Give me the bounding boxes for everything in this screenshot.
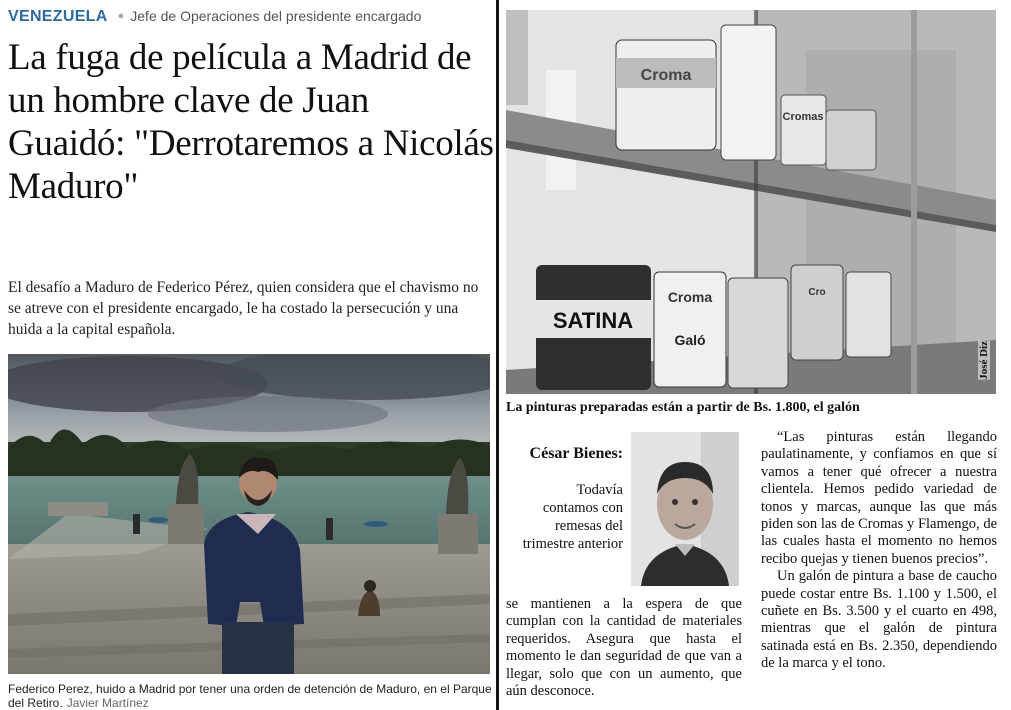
photo-caption xyxy=(8,682,494,710)
separator-dot: ● xyxy=(117,10,125,22)
can-label: Croma xyxy=(667,289,713,305)
photo-caption-text: Federico Perez, huido a Madrid por tener una orden de detención de Maduro, en el Parque del Retiro. xyxy=(8,682,492,710)
paint-shelf-illustration xyxy=(506,10,996,394)
portrait-photo xyxy=(631,432,739,586)
article-photo[interactable] xyxy=(8,354,490,674)
photo-credit-vertical: José Diz xyxy=(978,341,990,380)
pull-quote-text: Todavía contamos con remesas del trimestre anterior xyxy=(522,482,623,552)
kicker-text: Jefe de Operaciones del presidente encargado xyxy=(130,8,422,24)
can-label: SATINA xyxy=(552,308,634,333)
paint-shelf-photo xyxy=(506,10,996,394)
article-headline: La fuga de película a Madrid de un hombre clave de Juan Guaidó: "Derrotaremos a Nicolás Maduro" xyxy=(8,37,494,207)
photo-credit: Javier Martínez xyxy=(66,696,149,710)
article-column-1: se mantienen a la espera de que cumplan con la cantidad de materiales requeridos. Asegura que hasta el momento le dan seguridad de que van a llegar, solo que con un aumento, que aún desconoce. xyxy=(506,596,742,700)
newspaper-clipping xyxy=(499,0,1011,710)
article-lede: El desafío a Maduro de Federico Pérez, quien considera que el chavismo no se atreve con el presidente encargado, le ha costado la persecución y una huida a la capital española. xyxy=(8,279,479,338)
column-2-paragraph: “Las pinturas están llegando paulatinamente, y confiamos en que sí vamos a tener qué ofrecer a nuestra clientela. Hemos pedido variedad de tonos y marcas, aunque las que más piden son las de Cromas y Flamengo, de las cuales hasta el momento no hemos recibo quejas y tienen buenos precios”. xyxy=(761,429,997,567)
can-label: Cro xyxy=(808,287,826,298)
section-link[interactable]: VENEZUELA xyxy=(8,8,108,25)
can-label: Croma xyxy=(640,67,692,84)
article-column-2 xyxy=(761,429,997,673)
can-label: Galó xyxy=(674,332,706,348)
column-2-paragraph: Un galón de pintura a base de caucho puede costar entre Bs. 1.100 y 1.500, el cuñete en Bs. 3.500 y el cuarto en 498, mientras que el galón de pintura satinada está en Bs. 2.350, dependiendo de la marca y el tono. xyxy=(761,568,997,672)
clipping-photo-caption: La pinturas preparadas están a partir de Bs. 1.800, el galón xyxy=(506,400,860,415)
park-photo-illustration xyxy=(8,354,490,674)
web-article-panel xyxy=(0,0,496,710)
portrait-illustration xyxy=(631,432,739,586)
pull-quote-name: César Bienes: xyxy=(529,445,623,462)
can-label: Cromas xyxy=(782,111,824,123)
article-kicker xyxy=(8,8,421,26)
